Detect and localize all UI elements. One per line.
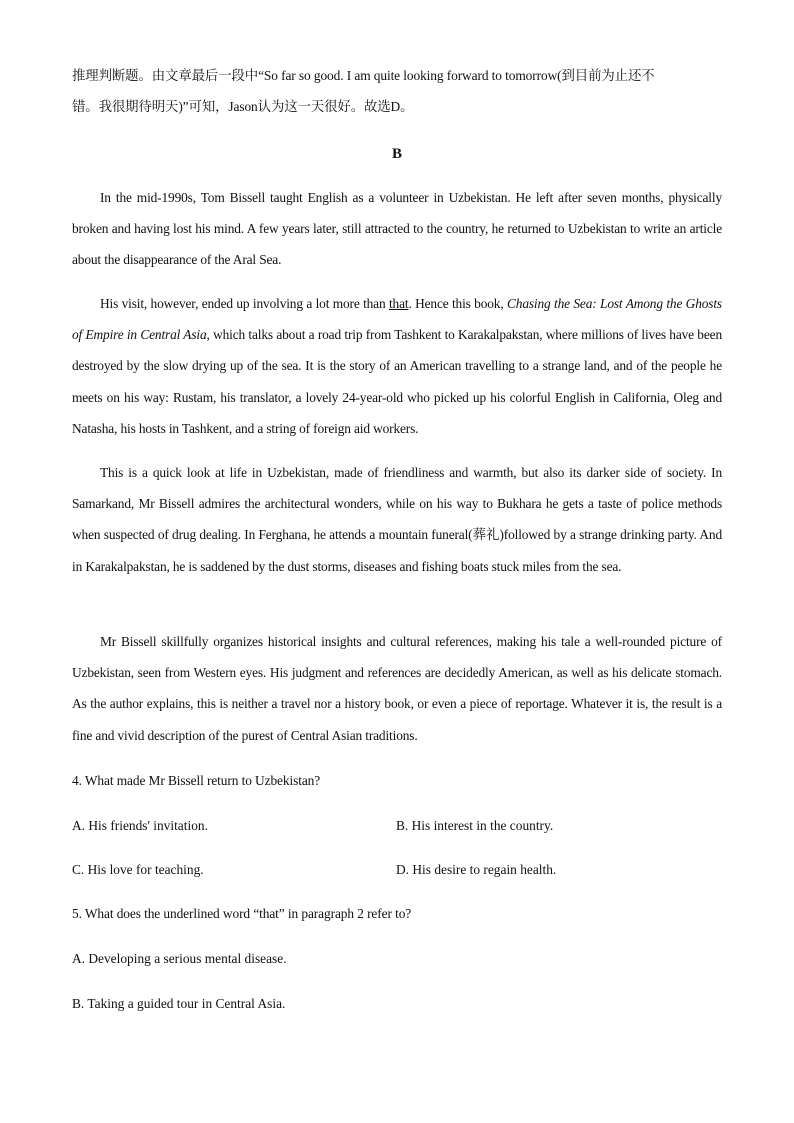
question-4-stem: 4. What made Mr Bissell return to Uzbekistan? <box>72 773 321 788</box>
paragraph-2-text-c: , which talks about a road trip from Tashkent to Karakalpakstan, where millions of lives have been destroyed by the slow drying up of the sea. It is the story of an American travelling to a strange land, and of the people he meets on his way: Rustam, his translator, a lovely 24-year-old who picked up his colorful English in California, Oleg and Natasha, his hosts in Tashkent, and a string of foreign aid workers. <box>72 327 722 436</box>
passage-paragraph-1: In the mid-1990s, Tom Bissell taught English as a volunteer in Uzbekistan. He left after seven months, physically broken and having lost his mind. A few years later, still attracted to the country, he returned to Uzbekistan to write an article about the disappearance of the Aral Sea. <box>72 190 722 268</box>
question-5-stem: 5. What does the underlined word “that” in paragraph 2 refer to? <box>72 906 412 921</box>
paragraph-2-text-a: His visit, however, ended up involving a lot more than <box>100 296 389 311</box>
underlined-word-that: that <box>388 296 409 311</box>
section-title: B <box>391 146 402 162</box>
question-5-option-a: A. Developing a serious mental disease. <box>72 951 287 966</box>
question-4-option-b: B. His interest in the country. <box>396 818 554 833</box>
intro-line-1: 推理判断题。由文章最后一段中“So far so good. I am quite looking forward to tomorrow(到目前为止还不 <box>72 68 655 83</box>
question-4-option-c: C. His love for teaching. <box>72 862 204 877</box>
question-4-option-d: D. His desire to regain health. <box>396 862 557 877</box>
question-5-option-b: B. Taking a guided tour in Central Asia. <box>72 996 286 1011</box>
passage-paragraph-4: Mr Bissell skillfully organizes historical insights and cultural references, making his tale a well-rounded picture of Uzbekistan, seen from Western eyes. His judgment and references are decidedly American, as well as his delicate stomach. As the author explains, this is neither a travel nor a history book, or even a piece of reportage. Whatever it is, the result is a fine and vivid description of the purest of Central Asian traditions. <box>72 634 722 743</box>
question-4-option-a: A. His friends' invitation. <box>72 818 208 833</box>
passage-paragraph-2 <box>72 288 722 444</box>
paragraph-2-text-b: . Hence this book, <box>408 296 507 311</box>
book-title: Chasing the Sea: Lost Among the Ghosts of Empire in Central Asia <box>72 296 722 343</box>
intro-line-2: 错。我很期待明天)”可知，Jason认为这一天很好。故选D。 <box>72 99 414 114</box>
passage-paragraph-3: This is a quick look at life in Uzbekistan, made of friendliness and warmth, but also its darker side of society. In Samarkand, Mr Bissell admires the architectural wonders, while on his way to Bukhara he gets a taste of police methods when suspected of drug dealing. In Ferghana, he attends a mountain funeral(葬礼)followed by a strange drinking party. And in Karakalpakstan, he is saddened by the dust storms, diseases and fishing boats stuck miles from the sea. <box>72 465 722 574</box>
